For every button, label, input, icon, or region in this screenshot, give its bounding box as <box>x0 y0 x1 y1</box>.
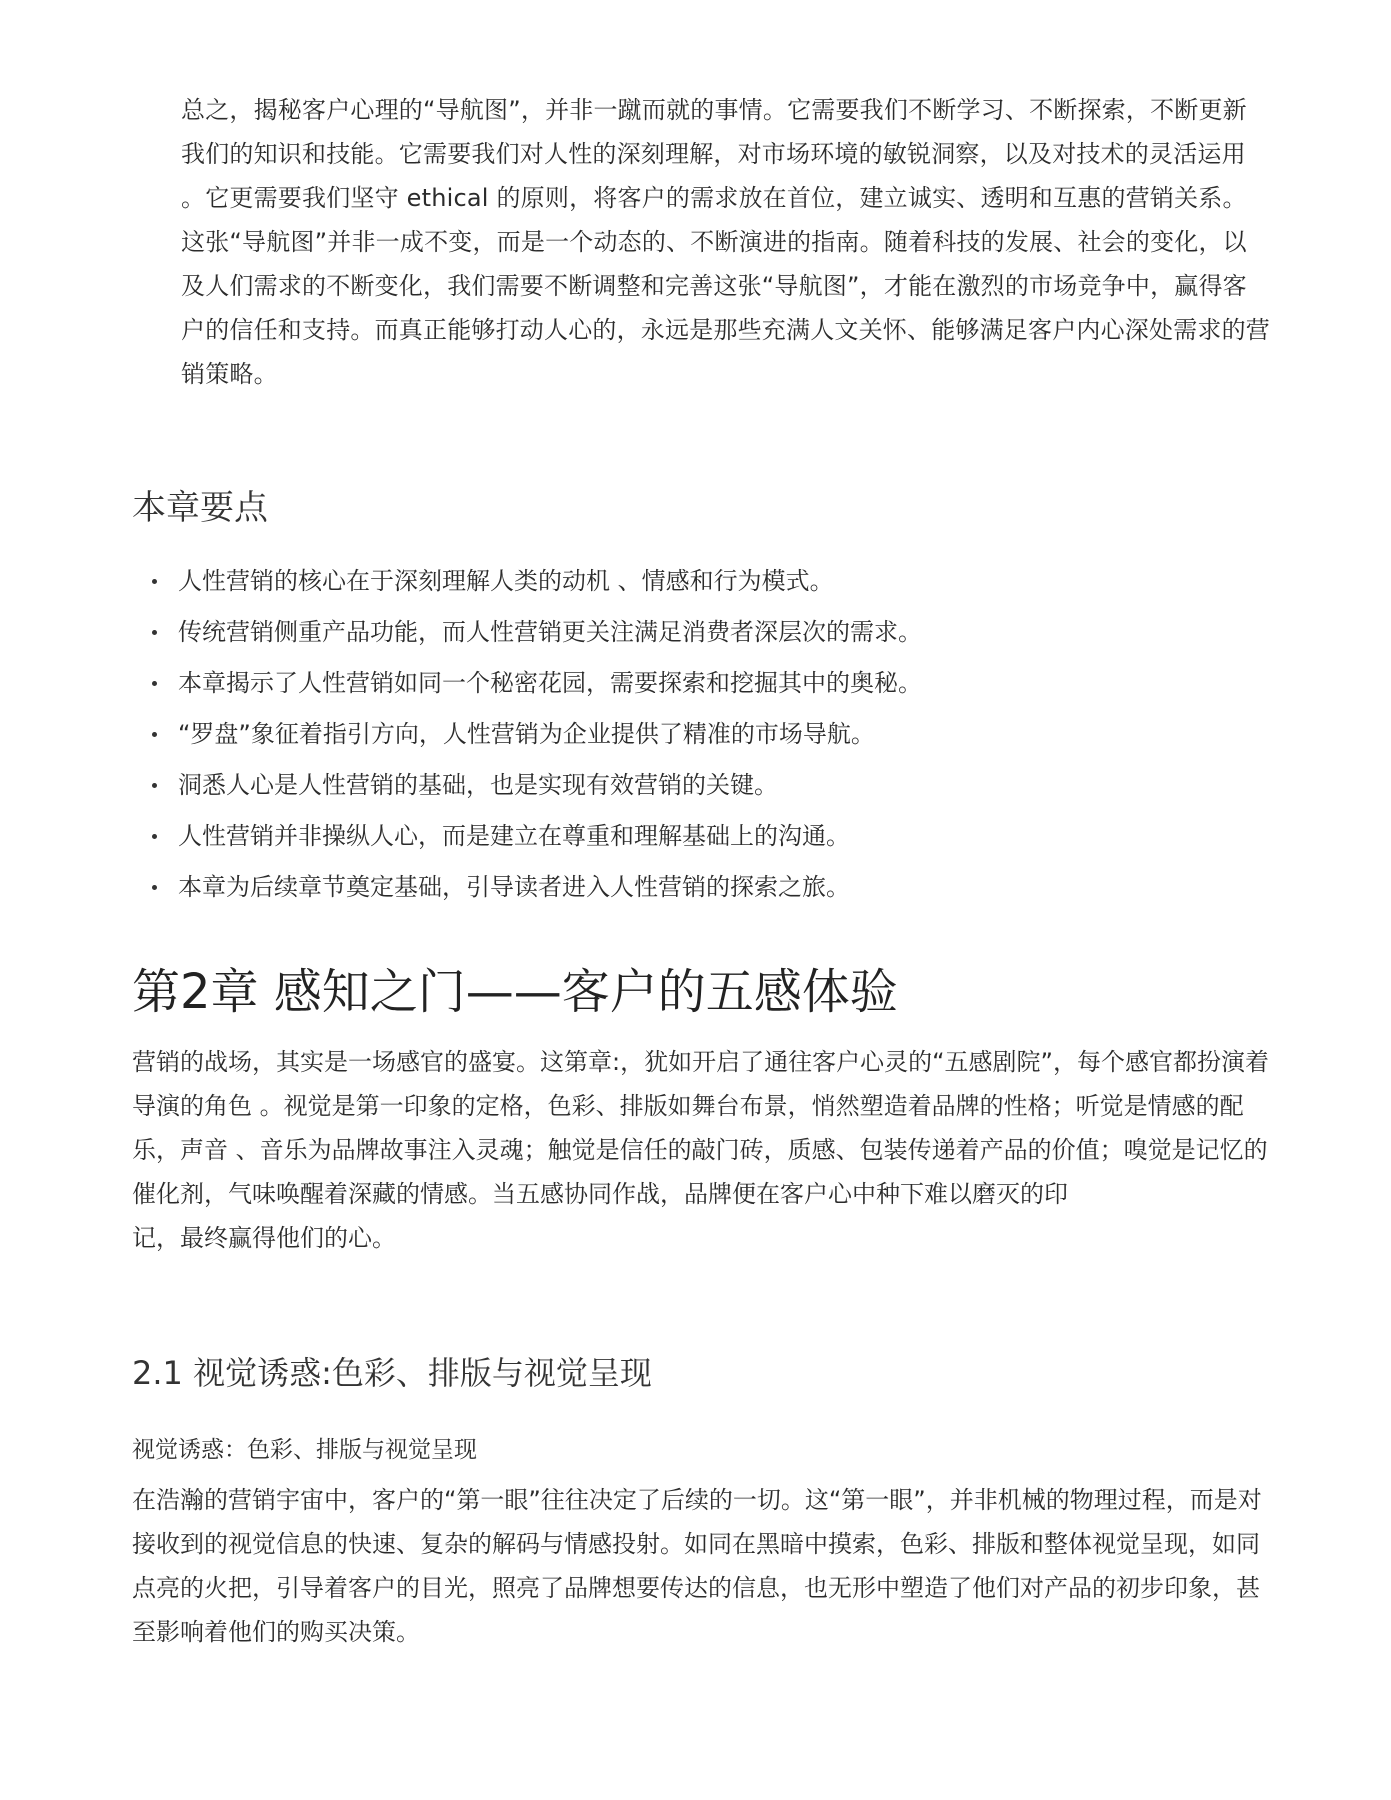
list-item-text: 本章为后续章节奠定基础，引导读者进入人性营销的探索之旅。 <box>178 873 850 901</box>
list-item <box>150 556 922 607</box>
intro-paragraph-1: 总之，揭秘客户心理的“导航图”，并非一蹴而就的事情。它需要我们不断学习、不断探索，不断更新我们的知识和技能。它需要我们对人性的深刻理解，对市场环境的敏锐洞察，以及对技术的灵活运用 。它更需要我们坚守 ethical 的原则，将客户的需求放在首位，建立诚实、透明和互惠的营销关系。 <box>181 96 1247 212</box>
list-item <box>150 709 922 760</box>
chapter-intro <box>132 1040 1272 1260</box>
bullet-dot-icon <box>152 834 157 839</box>
intro-paragraph-2: 这张“导航图”并非一成不变，而是一个动态的、不断演进的指南。随着科技的发展、社会的变化，以及人们需求的不断变化，我们需要不断调整和完善这张“导航图”，才能在激烈的市场竞争中，赢得客户的信任和支持。而真正能够打动人心的，永远是那些充满人文关怀、能够满足客户内心深处需求的营销策略。 <box>181 228 1270 388</box>
section-body <box>132 1478 1272 1654</box>
list-item-text: 传统营销侧重产品功能，而人性营销更关注满足消费者深层次的需求。 <box>178 618 922 646</box>
list-item-text: 人性营销并非操纵人心，而是建立在尊重和理解基础上的沟通。 <box>178 822 850 850</box>
section-heading: 2.1 视觉诱惑:色彩、排版与视觉呈现 <box>132 1354 652 1392</box>
key-points-heading: 本章要点 <box>132 488 268 528</box>
bullet-dot-icon <box>152 783 157 788</box>
chapter-paragraph-end: 记，最终赢得他们的心。 <box>132 1224 396 1252</box>
list-item-text: 本章揭示了人性营销如同一个秘密花园，需要探索和挖掘其中的奥秘。 <box>178 669 922 697</box>
bullet-dot-icon <box>152 885 157 890</box>
bullet-dot-icon <box>152 681 157 686</box>
list-item <box>150 811 922 862</box>
section-caption: 视觉诱惑：色彩、排版与视觉呈现 <box>132 1437 477 1463</box>
intro-block <box>181 88 1271 396</box>
bullet-dot-icon <box>152 579 157 584</box>
list-item <box>150 760 922 811</box>
key-points-list <box>150 556 922 913</box>
bullet-dot-icon <box>152 630 157 635</box>
list-item-text: “罗盘”象征着指引方向，人性营销为企业提供了精准的市场导航。 <box>178 720 875 748</box>
bullet-dot-icon <box>152 732 157 737</box>
list-item <box>150 862 922 913</box>
chapter-title: 第2章 感知之门——客户的五感体验 <box>132 964 898 1020</box>
list-item-text: 洞悉人心是人性营销的基础，也是实现有效营销的关键。 <box>178 771 778 799</box>
list-item <box>150 658 922 709</box>
list-item-text: 人性营销的核心在于深刻理解人类的动机 、情感和行为模式。 <box>178 567 834 595</box>
chapter-paragraph: 营销的战场，其实是一场感官的盛宴。这第章:，犹如开启了通往客户心灵的“五感剧院”，每个感官都扮演着导演的角色 。视觉是第一印象的定格，色彩、排版如舞台布景，悄然塑造着品牌的性格；听觉是情感的配乐，声音 、音乐为品牌故事注入灵魂；触觉是信任的敲门砖，质感、包装传递着产品的价值；嗅觉是记忆的催化剂，气味唤醒着深藏的情感。当五感协同作战，品牌便在客户心中种下难以磨灭的印 <box>132 1048 1269 1208</box>
list-item <box>150 607 922 658</box>
section-paragraph: 在浩瀚的营销宇宙中，客户的“第一眼”往往决定了后续的一切。这“第一眼”，并非机械的物理过程，而是对接收到的视觉信息的快速、复杂的解码与情感投射。如同在黑暗中摸索，色彩、排版和整体视觉呈现，如同点亮的火把，引导着客户的目光，照亮了品牌想要传达的信息，也无形中塑造了他们对产品的初步印象，甚至影响着他们的购买决策。 <box>132 1486 1262 1646</box>
